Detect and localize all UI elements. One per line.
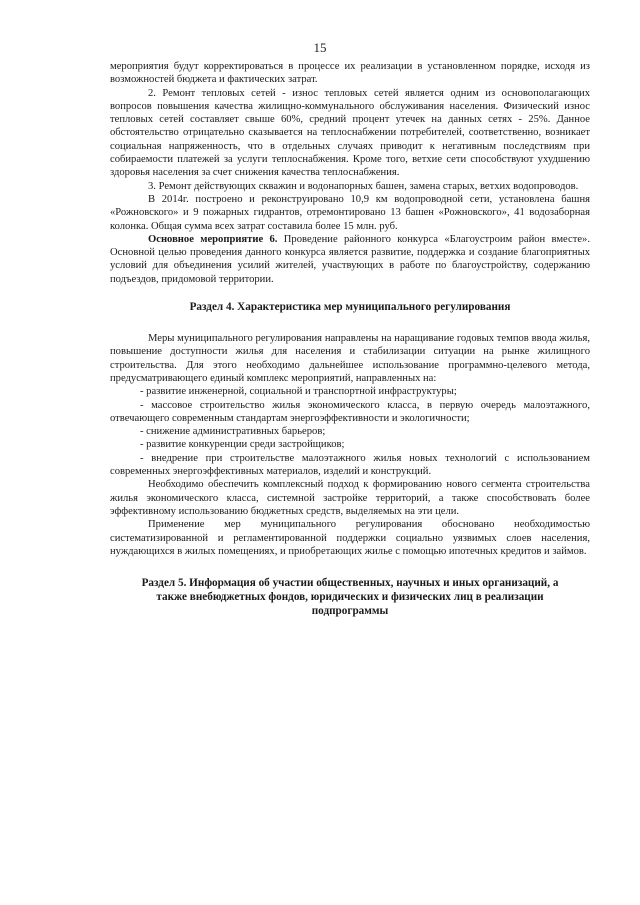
document-body [110,60,590,618]
paragraph-2014-results: В 2014г. построено и реконструировано 10,9 км водопроводной сети, установлена башня «Рожновского» и 9 пожарных гидрантов, отремонтировано 13 башен «Рожновского», 41 водозаборная колонка. Общая сумма всех затрат составила более 15 млн. руб. [110,193,590,232]
section-5-heading-line-3: подпрограммы [311,605,389,618]
section-5-heading-line-2: также внебюджетных фондов, юридических и физических лиц в реализации [156,591,544,604]
paragraph-wells-repair: 3. Ремонт действующих скважин и водонапорных башен, замена старых, ветхих водопроводов. [148,180,579,192]
bullet-item: - снижение административных барьеров; [140,426,326,438]
bullet-item: - развитие инженерной, социальной и транспортной инфраструктуры; [140,386,457,398]
paragraph-heating-networks: 2. Ремонт тепловых сетей - износ тепловых сетей является одним из основополагающих вопросов повышения качества жилищно-коммунального обслуживания населения. Физический износ тепловых сетей составляет свыше 60%, средний процент утечек на данных сетях - 25%. Данное обстоятельство отрицательно сказывается на теплоснабжении потребителей, соответственно, возникает социальная напряженность, что в отдельных случаях приводит к негативным последствиям при собираемости платежей за услуги теплоснабжения. Кроме того, ветхие сети способствуют ухудшению здоровья населения за счет снижения качества теплоснабжения. [110,87,590,179]
section-4-heading: Раздел 4. Характеристика мер муниципального регулирования [189,301,511,314]
section-5-heading-line-1: Раздел 5. Информация об участии общественных, научных и иных организаций, а [141,577,559,590]
bullet-item: - массовое строительство жилья экономического класса, в первую очередь малоэтажного, отвечающего современным стандартам энергоэффективности и экологичности; [110,399,590,424]
main-event-6-label: Основное мероприятие 6. [148,233,278,245]
paragraph-main-event-6 [110,233,590,286]
paragraph-regulation-measures: Меры муниципального регулирования направлены на наращивание годовых темпов ввода жилья, повышение доступности жилья для населения и стабилизации ситуации на рынке жилищного строительства. Для этого необходимо дальнейшее использование программно-целевого метода, предусматривающего единый комплекс мероприятий, направленных на: [110,333,590,384]
paragraph-regulation-justification: Применение мер муниципального регулирования обосновано необходимостью систематизированной и регламентированной поддержки социально уязвимых слоев населения, нуждающихся в жилых помещениях, и приобретающих жилье с помощью ипотечных кредитов и займов. [110,519,590,557]
page-number: 15 [313,40,327,55]
main-event-6-text: Проведение районного конкурса «Благоустроим район вместе». Основной целью проведения данного конкурса является развитие, поддержка и создание благоприятных условий для объединения усилий жителей, участвующих в работе по благоустройству, содержанию подъездов, придомовой территории. [110,233,590,285]
bullet-item: - развитие конкуренции среди застройщиков; [140,439,345,451]
paragraph-complex-approach: Необходимо обеспечить комплексный подход к формированию нового сегмента строительства жилья экономического класса, системной застройке территорий, а также способствовать более эффективному использованию бюджетных средств, выделяемых на эти цели. [110,479,590,517]
bullet-item: - внедрение при строительстве малоэтажного жилья новых технологий с использованием современных энергоэффективных материалов, изделий и конструкций. [110,452,590,478]
paragraph-continuation: мероприятия будут корректироваться в процессе их реализации в установленном порядке, исходя из возможностей бюджета и фактических затрат. [110,61,590,86]
